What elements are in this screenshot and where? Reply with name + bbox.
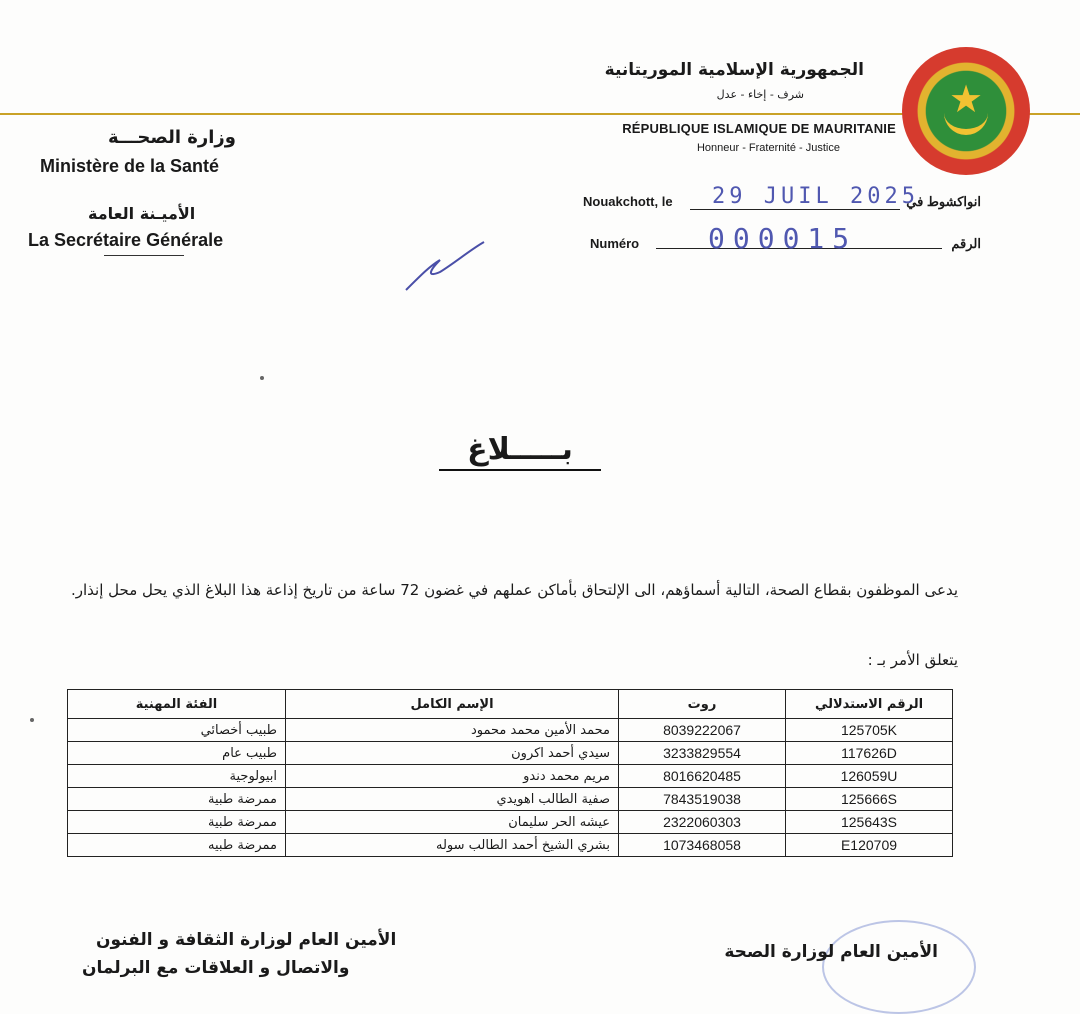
cell-nni: 8039222067 <box>619 719 786 742</box>
table-row <box>68 788 953 811</box>
cell-code: 125705K <box>786 719 953 742</box>
cell-nni: 1073468058 <box>619 834 786 857</box>
official-stamp <box>822 920 976 1014</box>
date-value: 29 JUIL 2025 <box>712 184 919 209</box>
cell-name: صفية الطالب اهويدي <box>286 788 619 811</box>
cell-code: 125643S <box>786 811 953 834</box>
cell-name: عيشه الحر سليمان <box>286 811 619 834</box>
cell-nni: 3233829554 <box>619 742 786 765</box>
ministry-fr: Ministère de la Santé <box>40 156 220 176</box>
date-label-fr: Nouakchott, le <box>583 194 673 209</box>
cell-code: E120709 <box>786 834 953 857</box>
number-label-fr: Numéro <box>590 236 640 251</box>
notice-paragraph: يدعى الموظفون بقطاع الصحة، التالية أسماؤهم، الى الإلتحاق بأماكن عملهم في غضون 72 ساعة من تاريخ إذاعة هذا البلاغ الذي يحل محل إنذار. <box>70 581 958 599</box>
cell-code: 126059U <box>786 765 953 788</box>
republic-title-fr: RÉPUBLIQUE ISLAMIQUE DE MAURITANIE <box>622 121 896 136</box>
signatory-left-line2: والاتصال و العلاقات مع البرلمان <box>82 958 350 978</box>
cell-code: 125666S <box>786 788 953 811</box>
speck <box>30 718 34 722</box>
cell-nni: 8016620485 <box>619 765 786 788</box>
cell-name: بشري الشيخ أحمد الطالب سوله <box>286 834 619 857</box>
cell-name: مريم محمد دندو <box>286 765 619 788</box>
cell-code: 117626D <box>786 742 953 765</box>
table-header-row <box>68 690 953 719</box>
date-label-ar: انواكشوط في <box>906 194 981 209</box>
notice-intro: يتعلق الأمر بـ : <box>867 651 958 669</box>
motto-fr: Honneur - Fraternité - Justice <box>696 142 840 154</box>
cell-name: محمد الأمين محمد محمود <box>286 719 619 742</box>
national-emblem <box>902 47 1030 175</box>
table-row <box>68 719 953 742</box>
star-icon: ★ <box>948 77 984 121</box>
date-line <box>690 209 900 210</box>
secgen-fr: La Secrétaire Générale <box>28 230 224 250</box>
cell-name: سيدي أحمد اكرون <box>286 742 619 765</box>
table-row <box>68 742 953 765</box>
header-nni: روت <box>619 690 786 719</box>
speck <box>260 376 264 380</box>
notice-title <box>0 432 1040 467</box>
header-code: الرقم الاستدلالي <box>786 690 953 719</box>
motto-ar: شرف - إخاء - عدل <box>716 88 804 101</box>
table-row <box>68 765 953 788</box>
cell-nni: 7843519038 <box>619 788 786 811</box>
notice-title-text: بـــــلاغ <box>439 432 601 471</box>
header-name: الإسم الكامل <box>286 690 619 719</box>
cell-nni: 2322060303 <box>619 811 786 834</box>
staff-table <box>67 689 953 857</box>
number-value: 000015 <box>708 222 858 255</box>
signature-scribble <box>400 236 490 296</box>
cell-category: ممرضة طبيه <box>68 834 286 857</box>
signatory-right: الأمين العام لوزارة الصحة <box>724 942 938 962</box>
secgen-underline <box>104 255 184 256</box>
table-row <box>68 811 953 834</box>
cell-category: ممرضة طبية <box>68 788 286 811</box>
ministry-ar: وزارة الصحـــة <box>108 127 236 148</box>
signatory-left-line1: الأمين العام لوزارة الثقافة و الفنون <box>96 930 397 950</box>
cell-category: طبيب عام <box>68 742 286 765</box>
cell-category: ممرضة طبية <box>68 811 286 834</box>
number-label-ar: الرقم <box>951 236 981 251</box>
republic-title-ar: الجمهورية الإسلامية الموريتانية <box>604 60 864 80</box>
secgen-ar: الأميـنة العامة <box>88 204 196 223</box>
crescent-icon <box>944 107 988 135</box>
cell-category: ابيولوجية <box>68 765 286 788</box>
cell-category: طبيب أخصائي <box>68 719 286 742</box>
header-category: الفئة المهنية <box>68 690 286 719</box>
table-row <box>68 834 953 857</box>
